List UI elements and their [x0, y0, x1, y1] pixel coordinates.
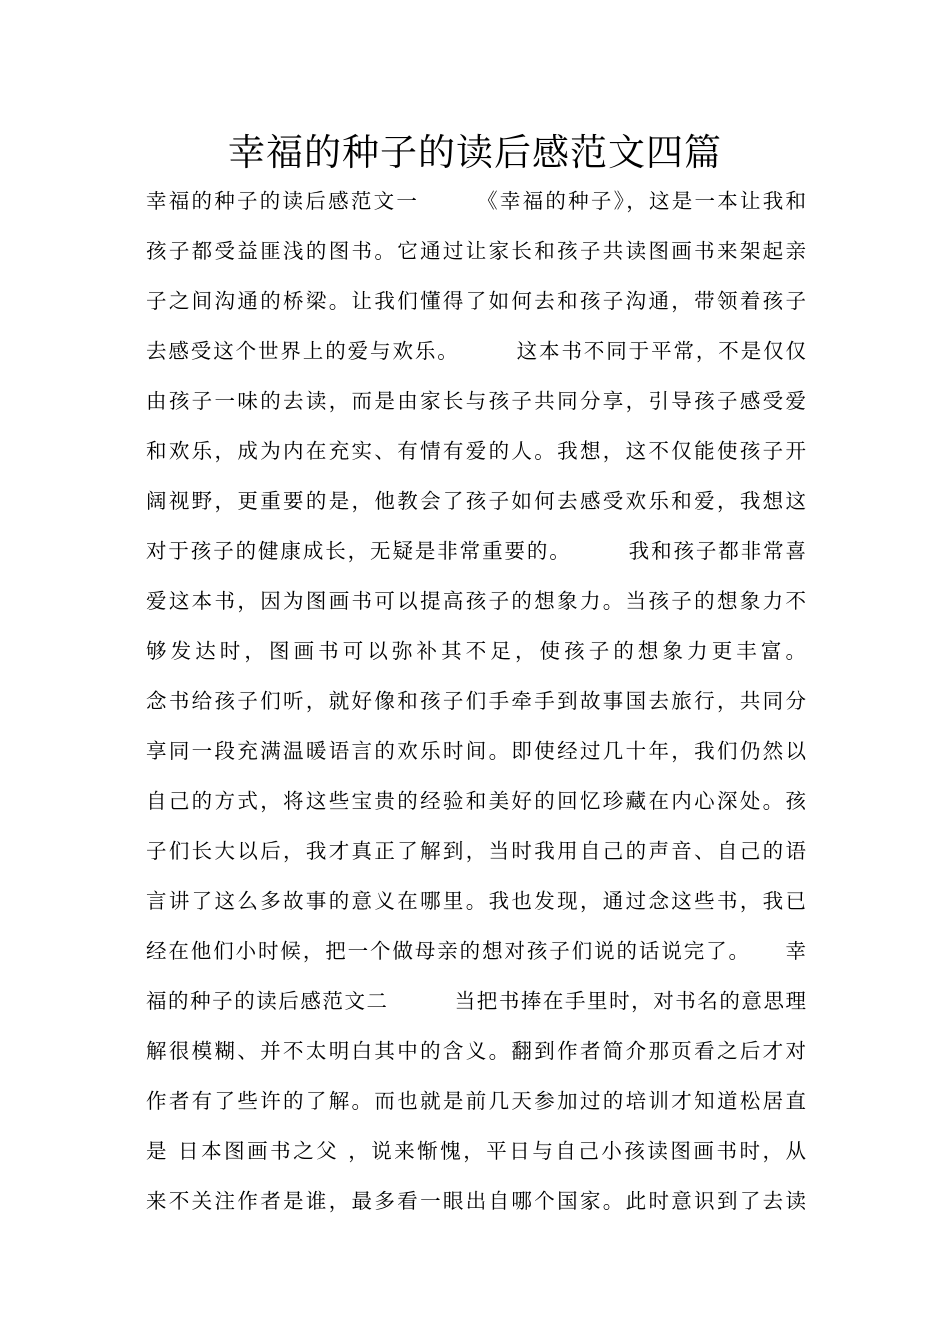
text-line: 爱这本书，因为图画书可以提高孩子的想象力。当孩子的想象力不 — [146, 589, 806, 613]
text-line: 享同一段充满温暖语言的欢乐时间。即使经过几十年，我们仍然以 — [146, 739, 806, 763]
text-line: 来不关注作者是谁，最多看一眼出自哪个国家。此时意识到了去读 — [146, 1189, 806, 1213]
text-line: 是 日本图画书之父 ，说来惭愧，平日与自己小孩读图画书时，从 — [146, 1139, 806, 1163]
text-line: 作者有了些许的了解。而也就是前几天参加过的培训才知道松居直 — [146, 1089, 806, 1113]
text-line: 自己的方式，将这些宝贵的经验和美好的回忆珍藏在内心深处。孩 — [146, 789, 806, 813]
text-line: 幸福的种子的读后感范文一 《幸福的种子》，这是一本让我和 — [146, 189, 806, 213]
text-line: 孩子都受益匪浅的图书。它通过让家长和孩子共读图画书来架起亲 — [146, 239, 806, 263]
document-title: 幸福的种子的读后感范文四篇 — [228, 131, 722, 174]
text-line: 念书给孩子们听，就好像和孩子们手牵手到故事国去旅行，共同分 — [146, 689, 806, 713]
document-body — [146, 176, 806, 1226]
text-line: 经在他们小时候，把一个做母亲的想对孩子们说的话说完了。 幸 — [146, 939, 806, 963]
text-line: 够发达时，图画书可以弥补其不足，使孩子的想象力更丰富。 — [146, 639, 806, 663]
text-line: 言讲了这么多故事的意义在哪里。我也发现，通过念这些书，我已 — [146, 889, 806, 913]
text-line: 和欢乐，成为内在充实、有情有爱的人。我想，这不仅能使孩子开 — [146, 439, 806, 463]
text-line: 福的种子的读后感范文二 当把书捧在手里时，对书名的意思理 — [146, 989, 806, 1013]
text-line: 解很模糊、并不太明白其中的含义。翻到作者简介那页看之后才对 — [146, 1039, 806, 1063]
text-line: 子之间沟通的桥梁。让我们懂得了如何去和孩子沟通，带领着孩子 — [146, 289, 806, 313]
text-line: 去感受这个世界上的爱与欢乐。 这本书不同于平常，不是仅仅 — [146, 339, 806, 363]
text-line: 阔视野，更重要的是，他教会了孩子如何去感受欢乐和爱，我想这 — [146, 489, 806, 513]
text-line: 由孩子一味的去读，而是由家长与孩子共同分享，引导孩子感受爱 — [146, 389, 806, 413]
text-line: 子们长大以后，我才真正了解到，当时我用自己的声音、自己的语 — [146, 839, 806, 863]
text-line: 对于孩子的健康成长，无疑是非常重要的。 我和孩子都非常喜 — [146, 539, 806, 563]
